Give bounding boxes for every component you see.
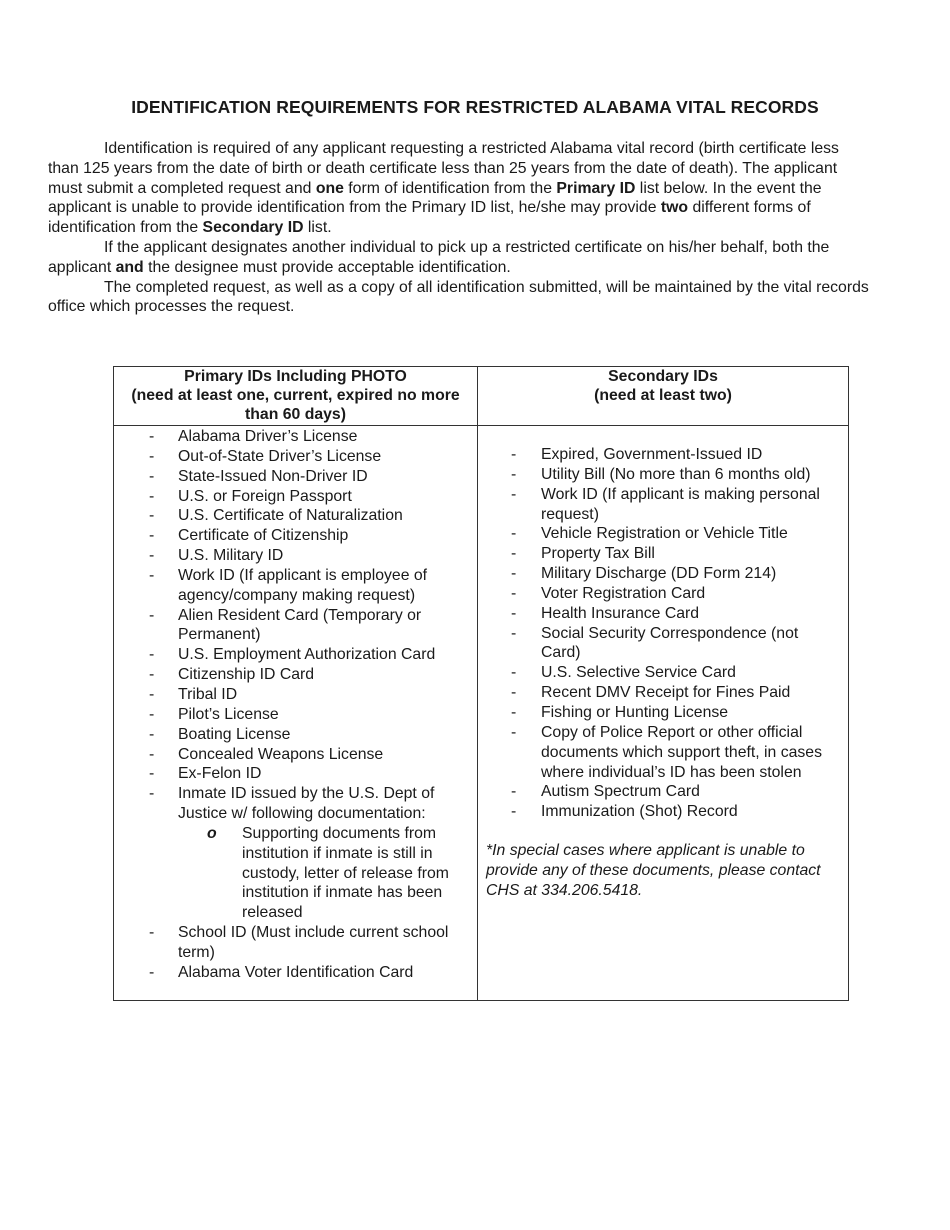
list-item: - Alien Resident Card (Temporary or Permanent) bbox=[149, 606, 422, 644]
list-item: - Pilot’s License bbox=[149, 705, 279, 723]
list-item: - State-Issued Non-Driver ID bbox=[149, 467, 368, 485]
primary-ids-header: Primary IDs Including PHOTO (need at least one, current, expired no more than 60 days) bbox=[114, 367, 478, 426]
list-item: - Expired, Government-Issued ID bbox=[511, 446, 763, 463]
secondary-ids-header: Secondary IDs (need at least two) bbox=[478, 367, 849, 426]
intro-paragraph-2: If the applicant designates another individual to pick up a restricted certificate on his/her behalf, both the applicant and the designee must provide acceptable identification. bbox=[48, 238, 830, 276]
id-requirements-table bbox=[113, 366, 849, 1001]
intro-paragraph-1: Identification is required of any applicant requesting a restricted Alabama vital record (birth certificate less than 125 years from the date of birth or death certificate less than 25 years from the date of death). The applicant must submit a completed request and one form of identification from the Primary ID list below. In the event the applicant is unable to provide identification from the Primary ID list, he/she may provide two different forms of identification from the Secondary ID list. bbox=[48, 140, 839, 237]
list-item: - Utility Bill (No more than 6 months old) bbox=[511, 465, 811, 483]
secondary-ids-list bbox=[478, 445, 848, 822]
list-item: - Alabama Voter Identification Card bbox=[149, 963, 414, 981]
circle-bullet-icon: o bbox=[207, 824, 217, 842]
list-item: - Voter Registration Card bbox=[511, 584, 706, 602]
list-item: - Health Insurance Card bbox=[511, 604, 700, 622]
list-item: - U.S. Certificate of Naturalization bbox=[149, 507, 403, 525]
list-item: - Social Security Correspondence (not Card) bbox=[511, 624, 799, 662]
list-item: - Fishing or Hunting License bbox=[511, 703, 729, 721]
list-item: - Boating License bbox=[149, 725, 291, 743]
primary-ids-list bbox=[114, 427, 477, 983]
list-item: - U.S. Selective Service Card bbox=[511, 664, 736, 682]
list-item: - U.S. or Foreign Passport bbox=[149, 487, 352, 505]
list-item: - Military Discharge (DD Form 214) bbox=[511, 565, 777, 583]
list-item: - U.S. Employment Authorization Card bbox=[149, 646, 436, 664]
primary-ids-cell bbox=[114, 426, 478, 1001]
list-item: - Alabama Driver’s License bbox=[149, 428, 358, 445]
list-item: - Ex-Felon ID bbox=[149, 765, 262, 783]
list-item: - Tribal ID bbox=[149, 685, 238, 703]
list-item: - Out-of-State Driver’s License bbox=[149, 447, 382, 465]
document-title: IDENTIFICATION REQUIREMENTS FOR RESTRICTED ALABAMA VITAL RECORDS bbox=[131, 97, 819, 117]
inmate-id-sublist bbox=[178, 824, 469, 923]
list-item: - Property Tax Bill bbox=[511, 545, 655, 563]
table-body-row bbox=[114, 426, 849, 1001]
table-header-row bbox=[114, 367, 849, 426]
sub-list-item: o Supporting documents from institution if inmate is still in custody, letter of release from institution if inmate has been released bbox=[207, 824, 449, 922]
list-item: - Work ID (If applicant is employee of agency/company making request) bbox=[149, 566, 428, 604]
intro-text bbox=[48, 139, 874, 317]
list-item: - Autism Spectrum Card bbox=[511, 783, 700, 801]
secondary-ids-cell bbox=[478, 426, 849, 1001]
list-item: - School ID (Must include current school term) bbox=[149, 924, 449, 961]
special-cases-note: *In special cases where applicant is unable to provide any of these documents, please contact CHS at 334.206.5418. bbox=[486, 842, 821, 899]
list-item: - Vehicle Registration or Vehicle Title bbox=[511, 525, 788, 543]
list-item: - U.S. Military ID bbox=[149, 547, 284, 565]
intro-paragraph-3: The completed request, as well as a copy of all identification submitted, will be maintained by the vital records office which processes the request. bbox=[48, 278, 869, 316]
list-item: - Immunization (Shot) Record bbox=[511, 803, 738, 821]
list-item: - Recent DMV Receipt for Fines Paid bbox=[511, 684, 791, 702]
list-item: - Copy of Police Report or other official documents which support theft, in cases where individual’s ID has been stolen bbox=[511, 723, 822, 781]
list-item: - Inmate ID issued by the U.S. Dept of Justice w/ following documentation: o Supporting documents from institution if inmate is still in custody, letter of release from institution if inmate has been released bbox=[114, 784, 477, 923]
list-item: - Work ID (If applicant is making personal request) bbox=[511, 485, 820, 523]
list-item: - Concealed Weapons License bbox=[149, 745, 384, 763]
list-item: - Certificate of Citizenship bbox=[149, 527, 349, 545]
list-item: - Citizenship ID Card bbox=[149, 666, 315, 684]
